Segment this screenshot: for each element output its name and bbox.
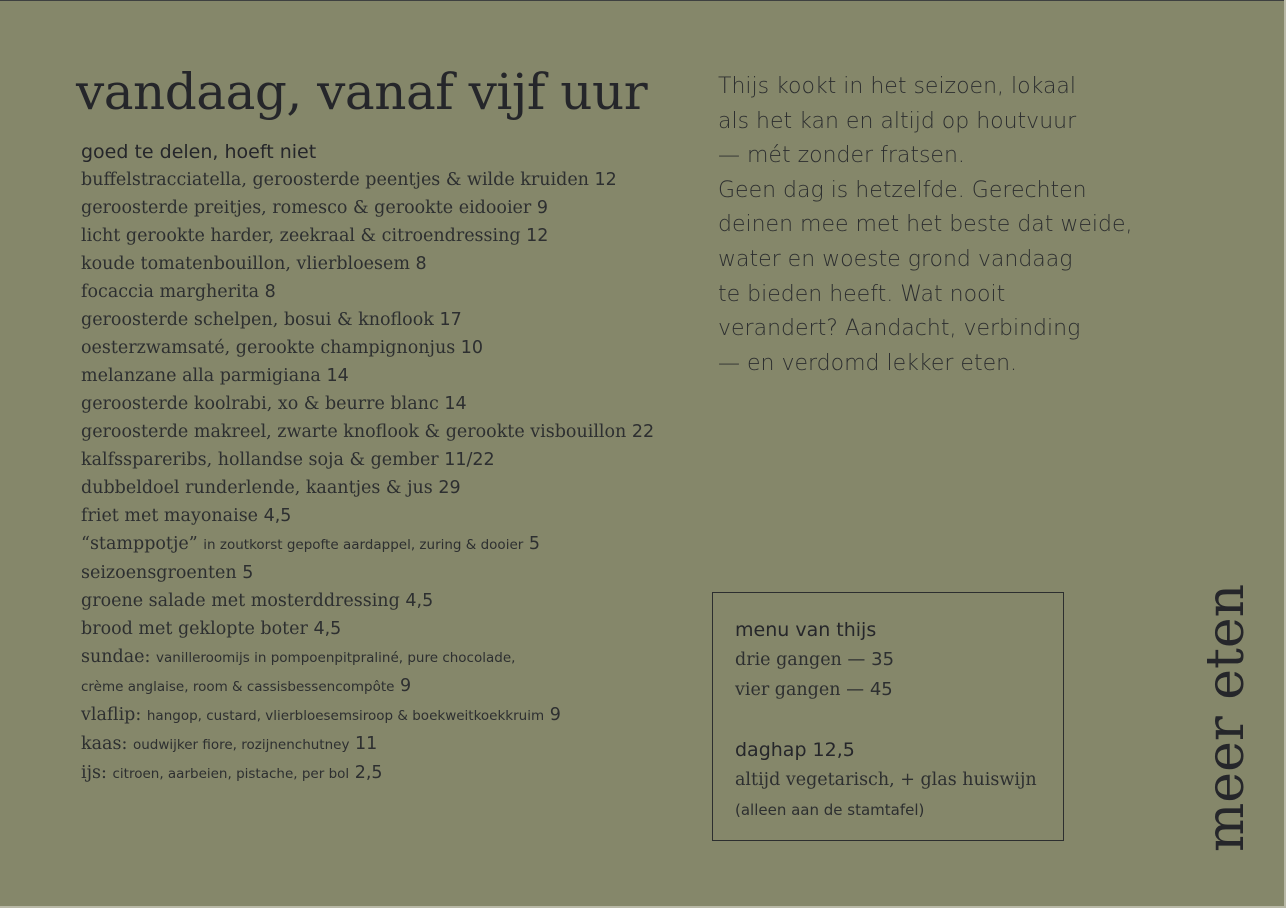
- dessert-item-name: sundae:: [81, 647, 151, 667]
- sharing-item-name: kalfsspareribs, hollandse soja & gember: [81, 450, 439, 470]
- dessert-item-note: vanilleroomijs in pompoenpitpraliné, pure chocolade,: [156, 650, 516, 666]
- daghap-line: altijd vegetarisch, + glas huiswijn: [735, 770, 1037, 790]
- sharing-item-name: buffelstracciatella, geroosterde peentjes & wilde kruiden: [81, 170, 589, 190]
- sharing-item-price: 17: [439, 310, 462, 330]
- sharing-item: [81, 166, 701, 194]
- menu-box-line-price: — 35: [847, 649, 895, 670]
- side-item-note: in zoutkorst gepofte aardappel, zuring & dooier: [203, 537, 524, 553]
- side-item-name: seizoensgroenten: [81, 563, 237, 583]
- sharing-item: [81, 306, 701, 334]
- page-edge-top: [0, 0, 1286, 1]
- sharing-item-price: 10: [460, 338, 484, 358]
- menu-box-line: [735, 675, 1063, 705]
- sharing-item-price: 12: [526, 226, 549, 246]
- dessert-item-price: 9: [549, 705, 561, 725]
- side-item: [81, 530, 701, 559]
- side-item-name: “stamppotje”: [81, 534, 198, 554]
- sharing-item: [81, 418, 701, 446]
- dessert-item: [81, 643, 701, 672]
- sharing-item-price: 12: [594, 170, 617, 190]
- sharing-item: [81, 278, 701, 306]
- dessert-item-price: 2,5: [354, 763, 383, 783]
- menu-box-line-label: drie gangen: [735, 650, 842, 670]
- sharing-item-name: geroosterde koolrabi, xo & beurre blanc: [81, 394, 439, 414]
- sharing-item-name: geroosterde schelpen, bosui & knoflook: [81, 310, 434, 330]
- sharing-item-name: oesterzwamsaté, gerookte champignonjus: [81, 338, 456, 358]
- dessert-item-price: 9: [400, 676, 412, 696]
- dessert-item-price: 11: [355, 734, 378, 754]
- sharing-item-name: licht gerookte harder, zeekraal & citroendressing: [81, 226, 521, 246]
- sharing-item-name: focaccia margherita: [81, 282, 260, 302]
- dessert-item: [81, 701, 701, 730]
- intro-text: Thijs kookt in het seizoen, lokaal als het kan en altijd op houtvuur — mét zonder fratsen. Geen dag is hetzelfde. Gerechten deinen mee met het beste dat weide, water en woeste grond vandaag te bieden heeft. Wat nooit verandert? Aandacht, verbinding — en verdomd lekker eten.: [718, 74, 1133, 376]
- menu-box-line-label: vier gangen: [735, 680, 841, 700]
- menu-box-spacer: [735, 705, 1063, 735]
- sharing-item: [81, 474, 701, 502]
- sharing-item: [81, 222, 701, 250]
- sharing-item-price: 22: [631, 422, 655, 442]
- side-item: [81, 615, 701, 643]
- side-label: meer eten: [1196, 583, 1256, 852]
- sharing-item-name: koude tomatenbouillon, vlierbloesem: [81, 254, 410, 274]
- daghap-note: (alleen aan de stamtafel): [735, 801, 925, 819]
- sharing-item: [81, 334, 701, 362]
- sharing-item-name: geroosterde makreel, zwarte knoflook & gerookte visbouillon: [81, 422, 627, 442]
- sharing-item-price: 29: [438, 478, 461, 498]
- sharing-item-name: geroosterde preitjes, romesco & gerookte eidooier: [81, 198, 532, 218]
- sharing-item-price: 11/22: [444, 450, 495, 470]
- sharing-item-name: dubbeldoel runderlende, kaantjes & jus: [81, 478, 433, 498]
- desserts-list: [81, 643, 701, 788]
- menu-box-heading: menu van thijs: [735, 619, 877, 641]
- side-item-price: 4,5: [263, 506, 292, 526]
- dessert-item: [81, 759, 701, 788]
- sharing-item-price: 14: [444, 394, 467, 414]
- side-item-price: 5: [242, 563, 254, 583]
- side-item-price: 5: [528, 534, 541, 554]
- sharing-item-price: 9: [536, 198, 548, 218]
- dessert-item-note: oudwijker fiore, rozijnenchutney: [132, 737, 350, 753]
- menu-column: [81, 138, 701, 788]
- dessert-item: [81, 730, 701, 759]
- side-item: [81, 502, 701, 530]
- dessert-item-note: citroen, aarbeien, pistache, per bol: [112, 766, 350, 782]
- sharing-item-price: 8: [264, 282, 276, 302]
- dessert-item: [81, 672, 701, 701]
- menu-box-line-price: — 45: [846, 679, 893, 700]
- sharing-item: [81, 446, 701, 474]
- dessert-item-name: vlaflip:: [81, 705, 142, 725]
- sharing-item: [81, 250, 701, 278]
- sharing-item-price: 8: [415, 254, 427, 274]
- side-item-price: 4,5: [313, 619, 342, 639]
- sharing-heading: goed te delen, hoeft niet: [81, 141, 317, 163]
- side-item-name: friet met mayonaise: [81, 506, 259, 526]
- side-item-price: 4,5: [405, 591, 434, 611]
- side-item: [81, 587, 701, 615]
- dessert-item-note: crème anglaise, room & cassisbessencompôte: [81, 679, 395, 695]
- menu-box: [712, 592, 1064, 841]
- side-item: [81, 559, 701, 587]
- sharing-item: [81, 362, 701, 390]
- dessert-item-name: ijs:: [81, 763, 107, 783]
- sharing-list: [81, 166, 701, 502]
- sharing-item: [81, 390, 701, 418]
- page-title: vandaag, vanaf vijf uur: [76, 63, 648, 121]
- dessert-item-note: hangop, custard, vlierbloesemsiroop & boekweitkoekkruim: [146, 708, 545, 724]
- sharing-item-name: melanzane alla parmigiana: [81, 366, 321, 386]
- sharing-item: [81, 194, 701, 222]
- side-item-name: brood met geklopte boter: [81, 619, 308, 639]
- sharing-item-price: 14: [326, 366, 349, 386]
- menu-box-line: [735, 645, 1063, 675]
- side-item-name: groene salade met mosterddressing: [81, 591, 400, 611]
- sides-list: [81, 502, 701, 643]
- daghap-heading: daghap 12,5: [735, 739, 855, 761]
- dessert-item-name: kaas:: [81, 734, 128, 754]
